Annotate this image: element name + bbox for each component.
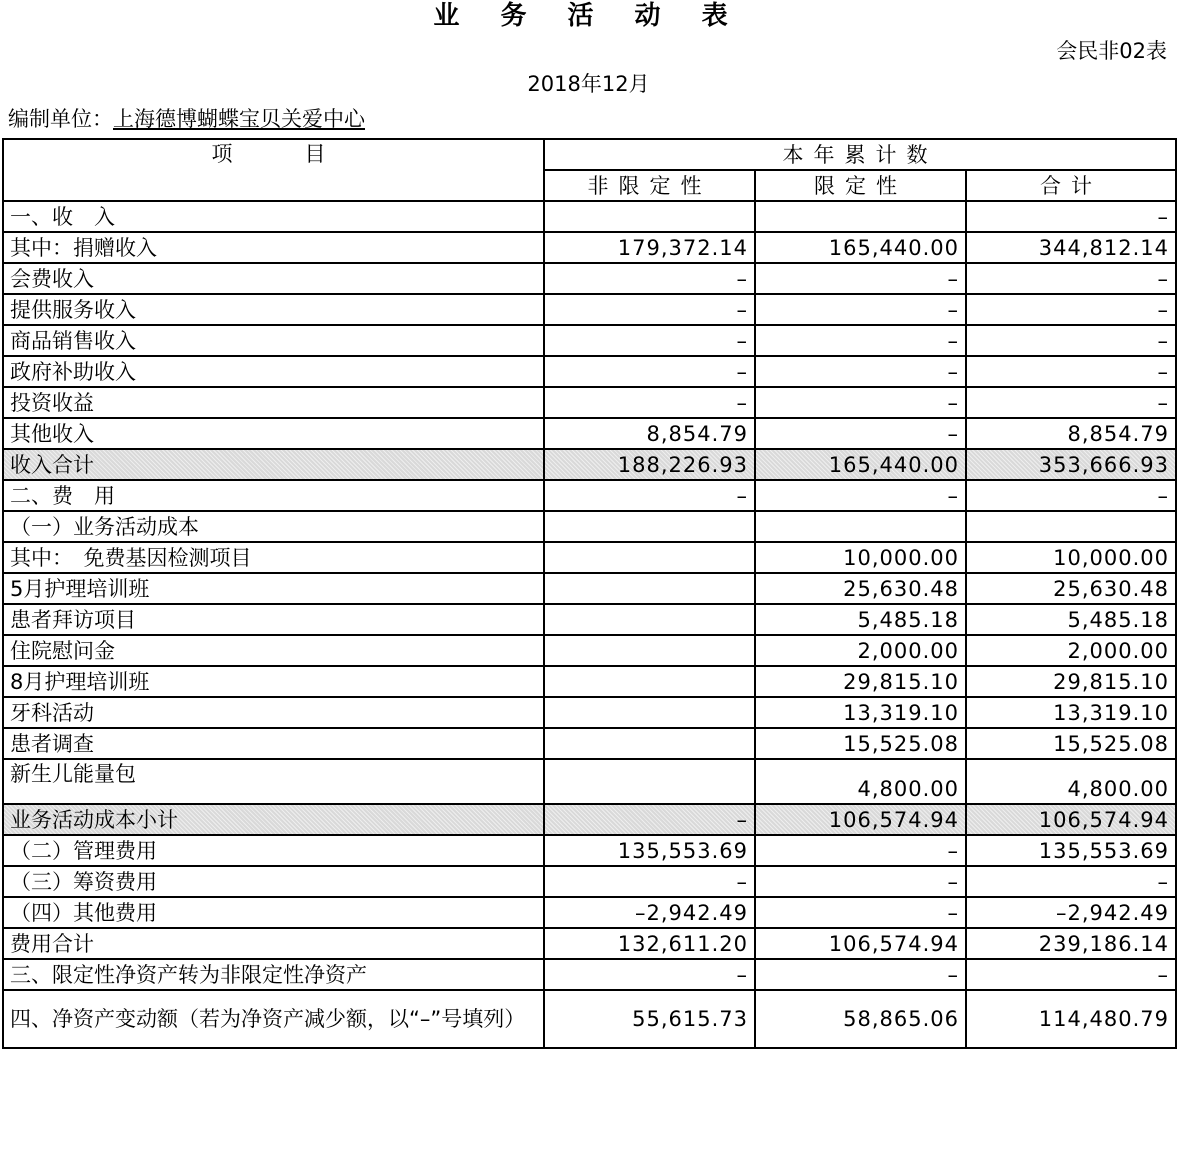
table-row: [3, 635, 1176, 666]
compiling-unit-name: 上海德博蝴蝶宝贝关爱中心: [113, 107, 365, 131]
row-label: 商品销售收入: [3, 325, 544, 356]
table-row: [3, 356, 1176, 387]
row-label: 牙科活动: [3, 697, 544, 728]
row-label: 投资收益: [3, 387, 544, 418]
cell-restricted: –: [755, 263, 966, 294]
row-label: 二、费 用: [3, 480, 544, 511]
cell-total: –: [966, 866, 1176, 897]
cell-unrestricted: –: [544, 959, 755, 990]
cell-restricted: 4,800.00: [755, 759, 966, 804]
row-label: （一）业务活动成本: [3, 511, 544, 542]
cell-total: 5,485.18: [966, 604, 1176, 635]
cell-unrestricted: [544, 573, 755, 604]
cell-unrestricted: 8,854.79: [544, 418, 755, 449]
form-number: 会民非02表: [1056, 39, 1167, 63]
cell-restricted: 10,000.00: [755, 542, 966, 573]
cell-total: 106,574.94: [966, 804, 1176, 835]
row-label: （三）筹资费用: [3, 866, 544, 897]
cell-unrestricted: –: [544, 294, 755, 325]
cell-total: –: [966, 201, 1176, 232]
row-label: 患者调查: [3, 728, 544, 759]
cell-restricted: –: [755, 418, 966, 449]
cell-unrestricted: [544, 666, 755, 697]
cell-total: 344,812.14: [966, 232, 1176, 263]
cell-restricted: –: [755, 959, 966, 990]
cell-total: 2,000.00: [966, 635, 1176, 666]
cell-total: –: [966, 356, 1176, 387]
cell-unrestricted: [544, 728, 755, 759]
cell-unrestricted: –: [544, 325, 755, 356]
row-label: 其他收入: [3, 418, 544, 449]
row-label: 三、限定性净资产转为非限定性净资产: [3, 959, 544, 990]
cell-total: 8,854.79: [966, 418, 1176, 449]
compiling-unit: [8, 104, 365, 134]
cell-restricted: 165,440.00: [755, 449, 966, 480]
cell-restricted: 165,440.00: [755, 232, 966, 263]
activity-statement-table: [2, 138, 1177, 1049]
cell-unrestricted: –: [544, 866, 755, 897]
cell-unrestricted: –: [544, 263, 755, 294]
report-period: 2018年12月: [527, 72, 650, 96]
table-row: [3, 325, 1176, 356]
table-row: [3, 959, 1176, 990]
row-label: 业务活动成本小计: [3, 804, 544, 835]
cell-restricted: 29,815.10: [755, 666, 966, 697]
table-row: [3, 263, 1176, 294]
cell-total: –: [966, 294, 1176, 325]
cell-restricted: –: [755, 866, 966, 897]
table-row: [3, 542, 1176, 573]
header-ytd-total: 本年累计数: [544, 139, 1176, 170]
cell-unrestricted: [544, 759, 755, 804]
table-row: [3, 201, 1176, 232]
row-label: 8月护理培训班: [3, 666, 544, 697]
row-label: 住院慰问金: [3, 635, 544, 666]
cell-total: –: [966, 480, 1176, 511]
cell-restricted: 5,485.18: [755, 604, 966, 635]
row-label: 其中： 免费基因检测项目: [3, 542, 544, 573]
table-row: [3, 480, 1176, 511]
table-row: [3, 449, 1176, 480]
report-title: 业 务 活 动 表: [433, 1, 744, 31]
cell-restricted: –: [755, 387, 966, 418]
table-row: [3, 866, 1176, 897]
cell-restricted: –: [755, 294, 966, 325]
cell-total: –: [966, 387, 1176, 418]
header-item: 项 目: [3, 139, 544, 201]
table-row: [3, 835, 1176, 866]
row-label: 政府补助收入: [3, 356, 544, 387]
cell-unrestricted: 179,372.14: [544, 232, 755, 263]
row-label: 其中：捐赠收入: [3, 232, 544, 263]
cell-restricted: 58,865.06: [755, 990, 966, 1048]
table-row: [3, 928, 1176, 959]
cell-unrestricted: 55,615.73: [544, 990, 755, 1048]
cell-unrestricted: –2,942.49: [544, 897, 755, 928]
table-row: [3, 697, 1176, 728]
row-label: （四）其他费用: [3, 897, 544, 928]
cell-total: –: [966, 325, 1176, 356]
cell-unrestricted: –: [544, 356, 755, 387]
row-label: 会费收入: [3, 263, 544, 294]
row-label: 四、净资产变动额（若为净资产减少额，以“–”号填列）: [3, 990, 544, 1048]
cell-total: 239,186.14: [966, 928, 1176, 959]
row-label: 患者拜访项目: [3, 604, 544, 635]
row-label: （二）管理费用: [3, 835, 544, 866]
cell-restricted: 15,525.08: [755, 728, 966, 759]
table-row: [3, 604, 1176, 635]
compiling-unit-label: 编制单位：: [8, 107, 113, 131]
cell-total: –: [966, 263, 1176, 294]
cell-total: 10,000.00: [966, 542, 1176, 573]
cell-total: 4,800.00: [966, 759, 1176, 804]
row-label: 新生儿能量包: [3, 759, 544, 804]
row-label: 5月护理培训班: [3, 573, 544, 604]
cell-restricted: –: [755, 897, 966, 928]
cell-unrestricted: [544, 201, 755, 232]
row-label: 费用合计: [3, 928, 544, 959]
cell-unrestricted: 188,226.93: [544, 449, 755, 480]
cell-restricted: 13,319.10: [755, 697, 966, 728]
cell-restricted: –: [755, 325, 966, 356]
cell-total: –: [966, 959, 1176, 990]
cell-unrestricted: [544, 697, 755, 728]
cell-total: 29,815.10: [966, 666, 1176, 697]
table-row: [3, 990, 1176, 1048]
cell-total: [966, 511, 1176, 542]
cell-total: 135,553.69: [966, 835, 1176, 866]
cell-restricted: 106,574.94: [755, 804, 966, 835]
table-row: [3, 511, 1176, 542]
cell-total: 114,480.79: [966, 990, 1176, 1048]
cell-unrestricted: –: [544, 387, 755, 418]
table-row: [3, 294, 1176, 325]
cell-unrestricted: 135,553.69: [544, 835, 755, 866]
table-row: [3, 759, 1176, 804]
cell-restricted: –: [755, 356, 966, 387]
cell-restricted: –: [755, 480, 966, 511]
row-label: 收入合计: [3, 449, 544, 480]
table-row: [3, 728, 1176, 759]
cell-restricted: –: [755, 835, 966, 866]
cell-restricted: [755, 511, 966, 542]
row-label: 提供服务收入: [3, 294, 544, 325]
table-row: [3, 666, 1176, 697]
table-row: [3, 804, 1176, 835]
cell-unrestricted: [544, 604, 755, 635]
header-restricted: 限定性: [755, 170, 966, 201]
cell-unrestricted: –: [544, 480, 755, 511]
cell-unrestricted: [544, 511, 755, 542]
cell-restricted: [755, 201, 966, 232]
header-unrestricted: 非限定性: [544, 170, 755, 201]
cell-total: 13,319.10: [966, 697, 1176, 728]
cell-unrestricted: 132,611.20: [544, 928, 755, 959]
cell-restricted: 25,630.48: [755, 573, 966, 604]
cell-restricted: 2,000.00: [755, 635, 966, 666]
cell-total: –2,942.49: [966, 897, 1176, 928]
cell-unrestricted: [544, 542, 755, 573]
cell-unrestricted: –: [544, 804, 755, 835]
cell-total: 15,525.08: [966, 728, 1176, 759]
row-label: 一、收 入: [3, 201, 544, 232]
cell-unrestricted: [544, 635, 755, 666]
table-row: [3, 573, 1176, 604]
cell-total: 353,666.93: [966, 449, 1176, 480]
table-row: [3, 418, 1176, 449]
cell-restricted: 106,574.94: [755, 928, 966, 959]
table-body: [3, 201, 1176, 1048]
table-row: [3, 232, 1176, 263]
table-row: [3, 897, 1176, 928]
table-row: [3, 387, 1176, 418]
header-total: 合计: [966, 170, 1176, 201]
cell-total: 25,630.48: [966, 573, 1176, 604]
